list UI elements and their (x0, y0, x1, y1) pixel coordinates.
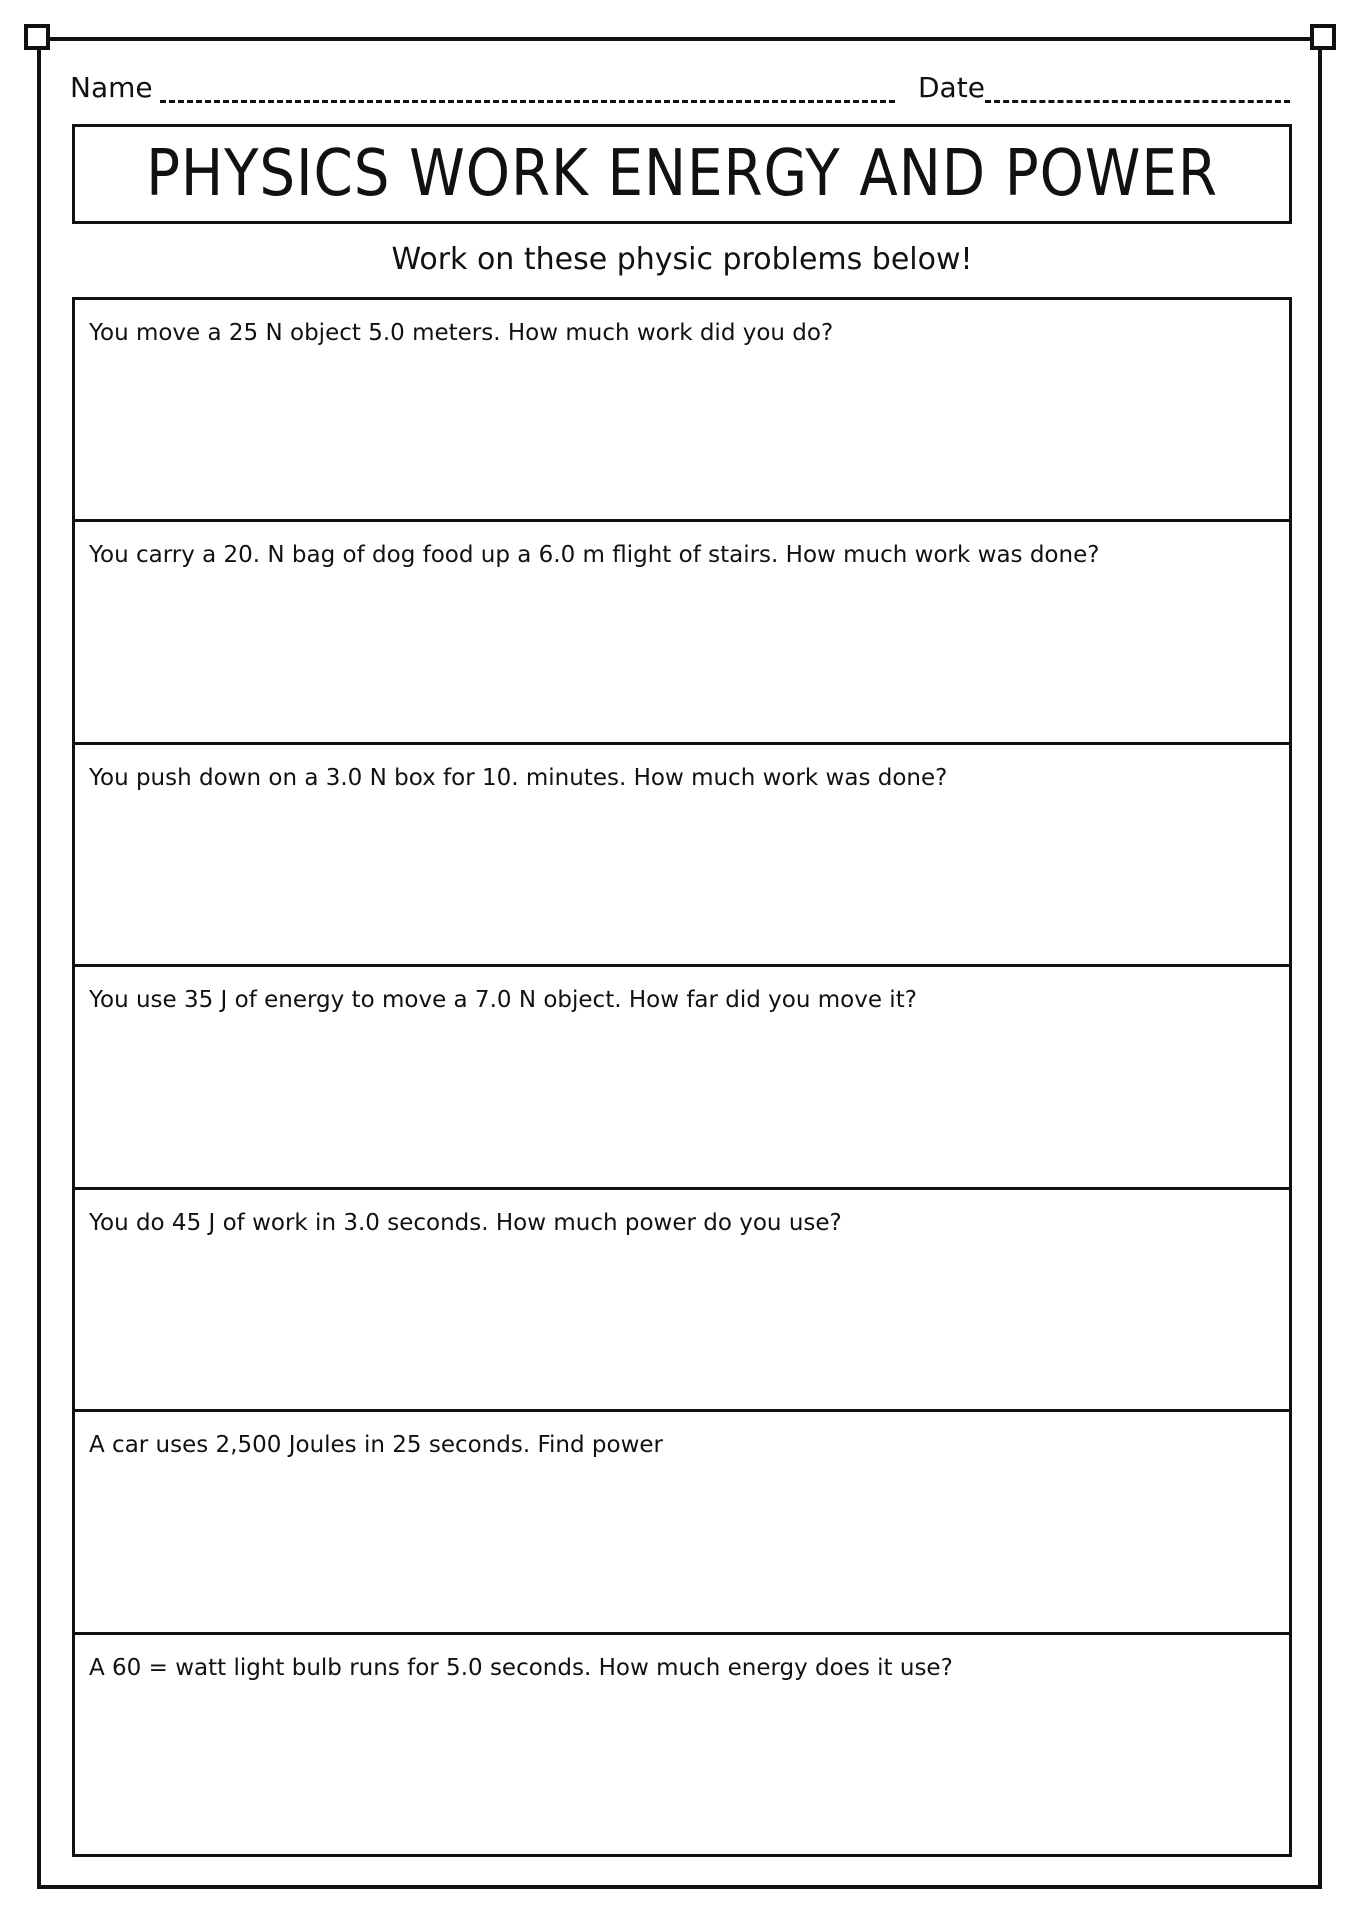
corner-square-top-left (24, 24, 50, 50)
instructions: Work on these physic problems below! (391, 242, 973, 277)
page-title: PHYSICS WORK ENERGY AND POWER (146, 137, 1218, 211)
question-box[interactable] (75, 1632, 1289, 1854)
question-box[interactable] (75, 1409, 1289, 1631)
questions-table (72, 297, 1292, 1857)
question-box[interactable] (75, 742, 1289, 964)
question-box[interactable] (75, 964, 1289, 1186)
question-text: A car uses 2,500 Joules in 25 seconds. Find power (89, 1432, 663, 1459)
name-field[interactable] (160, 78, 895, 103)
question-text: You push down on a 3.0 N box for 10. minutes. How much work was done? (89, 764, 948, 791)
question-text: You carry a 20. N bag of dog food up a 6.0 m flight of stairs. How much work was done? (89, 542, 1100, 569)
question-text: A 60 = watt light bulb runs for 5.0 seconds. How much energy does it use? (89, 1654, 953, 1681)
date-label: Date (918, 71, 985, 104)
question-box[interactable] (75, 1187, 1289, 1409)
question-box[interactable] (75, 519, 1289, 741)
question-text: You move a 25 N object 5.0 meters. How much work did you do? (89, 320, 834, 346)
corner-square-top-right (1310, 24, 1336, 50)
question-box[interactable] (75, 300, 1289, 519)
title-box (72, 124, 1292, 224)
date-field[interactable] (985, 78, 1290, 103)
header-row (70, 68, 1290, 108)
name-label: Name (70, 71, 153, 104)
question-text: You do 45 J of work in 3.0 seconds. How much power do you use? (89, 1209, 842, 1236)
question-text: You use 35 J of energy to move a 7.0 N object. How far did you move it? (89, 987, 917, 1014)
